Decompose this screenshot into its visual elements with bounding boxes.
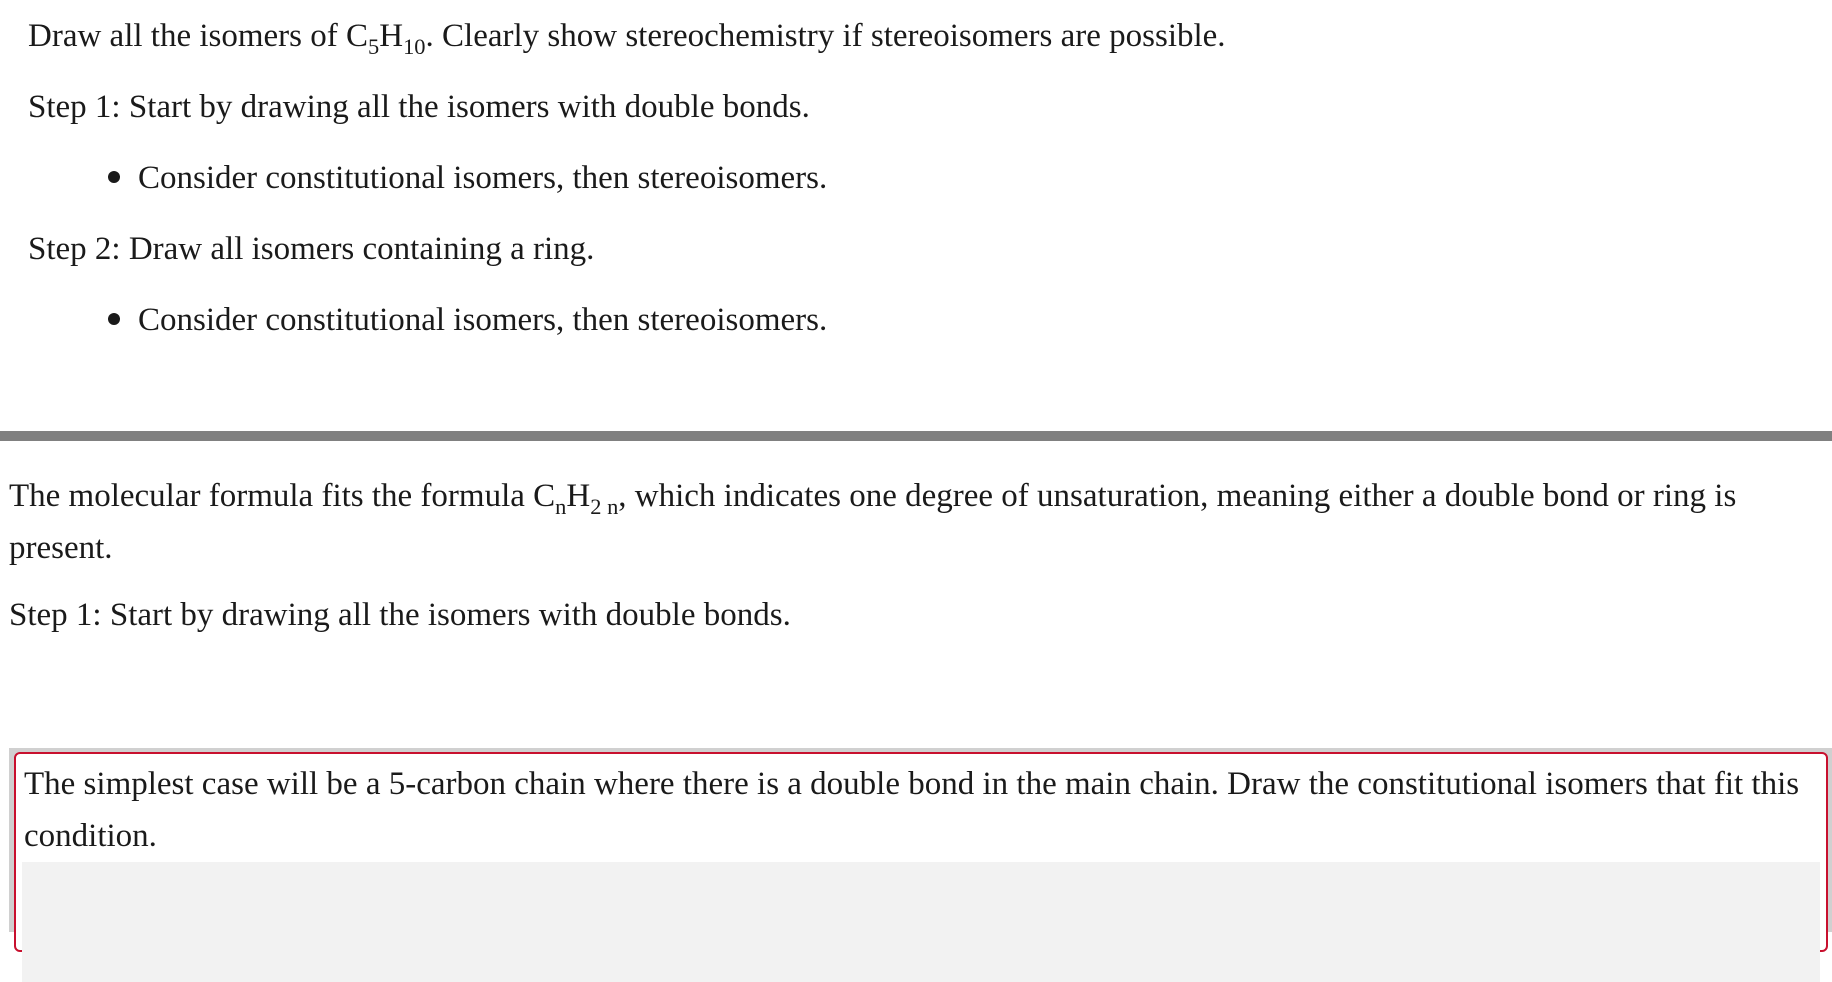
intro-text-hydrogen: H [566, 478, 591, 514]
solution-step-1: Step 1: Start by drawing all the isomers with double bonds. [9, 597, 791, 633]
prompt-text-end: . Clearly show stereochemistry if stereoisomers are possible. [425, 18, 1226, 54]
intro-subscript-2n: 2 n [590, 493, 619, 519]
drawing-area[interactable] [22, 862, 1820, 982]
bullet-text: Consider constitutional isomers, then stereoisomers. [138, 302, 828, 338]
intro-text-end: , which indicates one degree of unsaturation, meaning either a double bond or ring is present. [9, 478, 1737, 566]
intro-text-start: The molecular formula fits the formula C [9, 478, 556, 514]
question-step-2-bullet [108, 302, 827, 340]
question-prompt [28, 18, 1226, 59]
solution-intro [9, 470, 1824, 574]
prompt-text-start: Draw all the isomers of C [28, 18, 369, 54]
section-divider [0, 431, 1832, 441]
intro-subscript-n: n [555, 493, 567, 519]
hint-box [14, 752, 1828, 952]
bullet-icon [108, 313, 120, 325]
prompt-subscript-hydrogen: 10 [403, 33, 426, 59]
solution-intro-text [9, 470, 1824, 574]
bullet-icon [108, 171, 120, 183]
prompt-subscript-carbon: 5 [368, 33, 380, 59]
bullet-text: Consider constitutional isomers, then stereoisomers. [138, 160, 828, 196]
question-step-1-bullet [108, 160, 827, 198]
question-step-1: Step 1: Start by drawing all the isomers with double bonds. [28, 89, 810, 125]
question-step-2: Step 2: Draw all isomers containing a ring. [28, 231, 595, 267]
hint-text: The simplest case will be a 5-carbon chain where there is a double bond in the main chain. Draw the constitutional isomers that fit this condition. [24, 766, 1800, 854]
prompt-text-hydrogen: H [379, 18, 404, 54]
